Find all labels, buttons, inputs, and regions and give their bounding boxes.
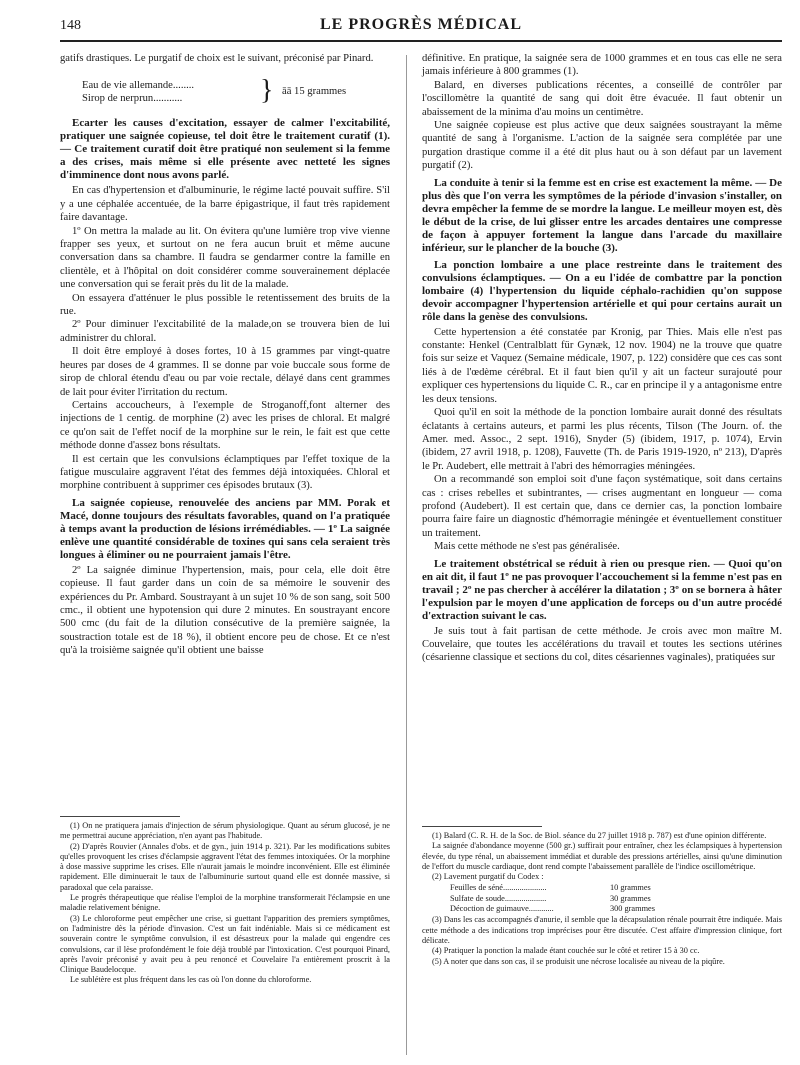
formula-line: Eau de vie allemande........ bbox=[82, 80, 195, 92]
table-row bbox=[450, 883, 782, 893]
paragraph: gatifs drastiques. Le purgatif de choix est le suivant, préconisé par Pinard. bbox=[60, 53, 374, 64]
paragraph: En cas d'hypertension et d'albuminurie, le régime lacté pouvait suffire. S'il y a une céphalée accentuée, de la barre épigastrique, il faut très rapidement faire davantage. bbox=[60, 185, 390, 224]
footnotes bbox=[422, 820, 782, 967]
table-cell: Feuilles de séné..................... bbox=[450, 883, 547, 893]
section-heading: Ecarter les causes d'excitation, essayer de calmer l'excitabilité, pratiquer une saignée copieuse, tel doit être le traitement curatif (1). — Ce traitement curatif doit être pratiqué non seulement si la femme a des crises, mais même si elle présente avec netteté les signes d'imminence dont nous avons parlé. bbox=[60, 117, 390, 182]
footnote-rule bbox=[422, 826, 542, 827]
formula-line: Sirop de nerprun........... bbox=[82, 93, 183, 105]
brace: } bbox=[260, 75, 274, 107]
header-rule bbox=[60, 40, 782, 42]
running-header bbox=[60, 10, 782, 44]
right-column bbox=[422, 52, 782, 966]
page-number: 148 bbox=[60, 18, 81, 33]
footnote: Le progrès thérapeutique que réalise l'emploi de la morphine transformerait l'éclampsie en une maladie relativement bénigne. bbox=[60, 893, 390, 913]
journal-title: LE PROGRÈS MÉDICAL bbox=[319, 16, 523, 33]
paragraph: On essayera d'atténuer le plus possible le retentissement des bruits de la rue. bbox=[60, 292, 390, 318]
footnote: (1) On ne pratiquera jamais d'injection de sérum physiologique. Quant au sérum glucosé, je ne me permettrai aucune appréciation, n'en ayant pas l'habitude. bbox=[60, 821, 390, 841]
paragraph: Quoi qu'il en soit la méthode de la ponction lombaire aurait donné des résultats éclatants à certains auteurs, et parmi les plus récents, Tilson (The Journ. of. the Amer. med. Assoc., 2 sept. 1916), Snyder (5) (ibidem, 1917, p. 1074), Ervin (ibidem, 27 avril 1918, p. 1208), Fauvette (Th. de Paris 1919-1920, nº 213), D'après le Pr. Audebert, elle mettrait à l'abri des hémorragies méningées. bbox=[422, 407, 782, 472]
section-heading: La saignée copieuse, renouvelée des anciens par MM. Porak et Macé, donne toujours des résultats favorables, quand on l'a pratiquée à temps avant la production de lésions irrémédiables. — 1º La saignée enlève une quantité considérable de toxines qui sans cela seraient très longues à éliminer ou ne pourraient jamais l'être. bbox=[60, 496, 390, 561]
footnote: Le sublétère est plus fréquent dans les cas où l'on donne du chloroforme. bbox=[70, 975, 312, 985]
formula-quantity: āā 15 grammes bbox=[282, 86, 347, 98]
table-cell: Sulfate de soude.................... bbox=[450, 893, 547, 903]
table-cell: 300 grammes bbox=[610, 904, 655, 914]
table-row bbox=[450, 894, 782, 904]
paragraph: On a recommandé son emploi soit d'une façon systématique, soit dans certains cas : crises rebelles et subintrantes, — crises augmentant en longueur — coma profond (Audebert). Il est certain que, dans ce dernier cas, la ponction lombaire pourra faire faire un diagnostic d'hémorragie méningée et éventuellement constituer un traitement. bbox=[422, 474, 782, 539]
footnote: (2) Lavement purgatif du Codex : bbox=[432, 872, 544, 882]
left-column bbox=[60, 52, 390, 985]
footnote: (2) D'après Rouvier (Annales d'obs. et de gyn., juin 1914 p. 321). Par les modifications subites qu'elles provoquent les crises d'éclampsie aggravent l'état des femmes intoxiquées. Or la morphine à dose massive supprime les crises. Elle n'aurait jamais le moindre inconvénient. Elle est éliminée rapidement. Elle diminuerait le taux de l'albuminurie surtout quand elle est donnée massive, si paradoxal que cela paraisse. bbox=[60, 841, 390, 892]
column-divider bbox=[406, 55, 407, 1055]
paragraph: Mais cette méthode ne s'est pas généralisée. bbox=[434, 541, 620, 553]
paragraph: Cette hypertension a été constatée par Kronig, par Thies. Mais elle n'est pas constante: Henkel (Centralblatt für Gynæk, 12 nov. 1904) ne la trouve que quatre fois sur seize et Vaquez (Semaine médicale, 1907, p. 122) considère que ces cas sont liés à de l'œdème cérébral. Et il faut bien qu'il y ait un facteur surajouté pour expliquer ces hypertensions du liquide C. R., car en principe il y a antagonisme entre les deux tensions. bbox=[422, 326, 782, 405]
footnote: (3) Dans les cas accompagnés d'anurie, il semble que la décapsulation rénale pourrait être indiquée. Mais cette méthode a des indications trop imprécises pour être discutée. C'est affaire d'impression clinique, fort délicate. bbox=[422, 915, 782, 945]
paragraph: définitive. En pratique, la saignée sera de 1000 grammes et en tous cas elle ne sera jamais inférieure à 800 grammes (1). bbox=[422, 53, 782, 78]
section-heading: La ponction lombaire a une place restreinte dans le traitement des convulsions éclamptiques. — On a eu l'idée de combattre par la ponction lombaire (4) l'hypertension du liquide céphalo-rachidien qu'on suppose devoir accompagner l'hypertension artérielle et qui pour certains aurait un rôle dans la genèse des convulsions. bbox=[422, 258, 782, 323]
footnote: La saignée d'abondance moyenne (500 gr.) suffirait pour entraîner, chez les éclampsiques à hypertension élevée, du type rénal, un abaissement immédiat et durable des pressions artérielles, ainsi qu'une diminution de l'effort du muscle cardiaque, dont rend compte l'abaissement parallèle de l'indice oscillométrique. bbox=[422, 841, 782, 871]
table-cell: 30 grammes bbox=[610, 893, 651, 903]
footnote: (1) Balard (C. R. H. de la Soc. de Biol. séance du 27 juillet 1918 p. 787) est d'une opinion différente. bbox=[432, 831, 767, 840]
paragraph: 2º La saignée diminue l'hypertension, mais, pour cela, elle doit être copieuse. Il faut garder dans un coin de sa mémoire le souvenir des expériences du Pr. Ambard. Soustrayant à un sujet 10 % de son sang, soit 500 cmc., il obtient une hypotension qui dure 2 minutes. En soustrayant encore 500 cmc (du fait de la dilution consécutive de la première saignée, la soustraction totale est de 18 %), il obtient encore peu de chose. Et ce n'est qu'à la troisième saignée qu'il obtient une baisse bbox=[60, 564, 390, 657]
footnote-rule bbox=[60, 816, 180, 817]
section-heading: Le traitement obstétrical se réduit à rien ou presque rien. — Quoi qu'on en ait dit, il faut 1º ne pas provoquer l'accouchement si la femme n'est pas en travail ; 2º ne pas chercher à accélérer la dilatation ; 3º on se bornera à hâter l'expulsion par le moyen d'une application de forceps ou d'un autre procédé d'extraction suivant le cas. bbox=[422, 557, 782, 622]
purgative-formula bbox=[82, 75, 390, 107]
section-heading: La conduite à tenir si la femme est en crise est exactement la même. — De plus dès que l'on verra les symptômes de la période d'invasion s'installer, on devra empêcher la femme de se mordre la langue. Le meilleur moyen est, dès le début de la crise, de lui glisser entre les arcades dentaires une compresse de façon à appuyer fortement la langue dans l'arcade du maxillaire inférieur, sur le plancher de la bouche (3). bbox=[422, 176, 782, 254]
paragraph: Il doit être employé à doses fortes, 10 à 15 grammes par vingt-quatre heures par doses de 4 grammes. Il se donne par voie buccale sous forme de sirop de chloral étendu d'eau ou par voie rectale, délayé dans cent grammes de lait pour éviter l'irritation du rectum. bbox=[60, 346, 390, 398]
footnote: (5) A noter que dans son cas, il se produisit une nécrose localisée au niveau de la piqûre. bbox=[432, 956, 725, 966]
paragraph: Certains accoucheurs, à l'exemple de Stroganoff,font alterner des injections de 1 centig. de morphine (2) avec les prises de chloral. Et malgré ce qu'on sait de l'effet nocif de la morphine sur le rein, le fait est que cette méthode donne d'assez bons résultats. bbox=[60, 399, 390, 452]
paragraph: 2º Pour diminuer l'excitabilité de la malade,on se trouvera bien de lui administrer du chloral. bbox=[60, 319, 390, 344]
codex-table bbox=[450, 883, 782, 914]
table-cell: Décoction de guimauve............ bbox=[450, 904, 554, 914]
table-row bbox=[450, 904, 782, 914]
paragraph: Je suis tout à fait partisan de cette méthode. Je crois avec mon maître M. Couvelaire, que toutes les accélérations du travail et toutes les sections utérines (césarienne classique et sections du col, dites césariennes vaginales), pratiquées sur bbox=[422, 625, 782, 664]
footnotes bbox=[60, 810, 390, 986]
footnote: (4) Pratiquer la ponction la malade étant couchée sur le côté et retirer 15 à 30 cc. bbox=[432, 946, 700, 956]
paragraph: Une saignée copieuse est plus active que deux saignées soustrayant la même quantité de sang à l'organisme. L'action de la saignée sera complétée par une purgation drastique comme il a été dit plus haut ou à son défaut par un lavement purgatif (2). bbox=[422, 120, 782, 172]
paragraph: Il est certain que les convulsions éclamptiques par l'effet toxique de la fatigue musculaire aggravent l'état des femmes déjà intoxiquées. Chloral et morphine contribuent à supprimer ces épisodes brutaux (3). bbox=[60, 453, 390, 492]
paragraph: Balard, en diverses publications récentes, a conseillé de contrôler par l'oscillomètre la quantité de sang qui doit être évacuée. Il faut obtenir un abaissement de la minima d'au moins un centimètre. bbox=[422, 79, 782, 118]
paragraph: 1º On mettra la malade au lit. On évitera qu'une lumière trop vive vienne frapper ses yeux, et surtout on ne fera aucun bruit et même aucune conversation dans sa chambre. Il faudra se gendarmer contre la famille en clientèle, et à l'hôpital on doit considérer comme souverainement déplacée une conversation qui se ferait près du lit de la malade. bbox=[60, 225, 390, 291]
footnote: (3) Le chloroforme peut empêcher une crise, si guettant l'apparition des premiers symptômes, on l'administre dès la période d'invasion. C'est un fait indéniable. Mais si ce médicament est souverain contre le symptôme convulsion, il est désastreux pour la malade qui engendre ces convulsions, car il lèse profondément le foie déjà troublé par l'intoxication. C'est pourquoi Pinard, après l'avoir préconisé y avait peu à peu renoncé et Couvelaire l'a entièrement proscrit à la Clinique Baudelocque. bbox=[60, 913, 390, 975]
table-cell: 10 grammes bbox=[610, 883, 651, 893]
